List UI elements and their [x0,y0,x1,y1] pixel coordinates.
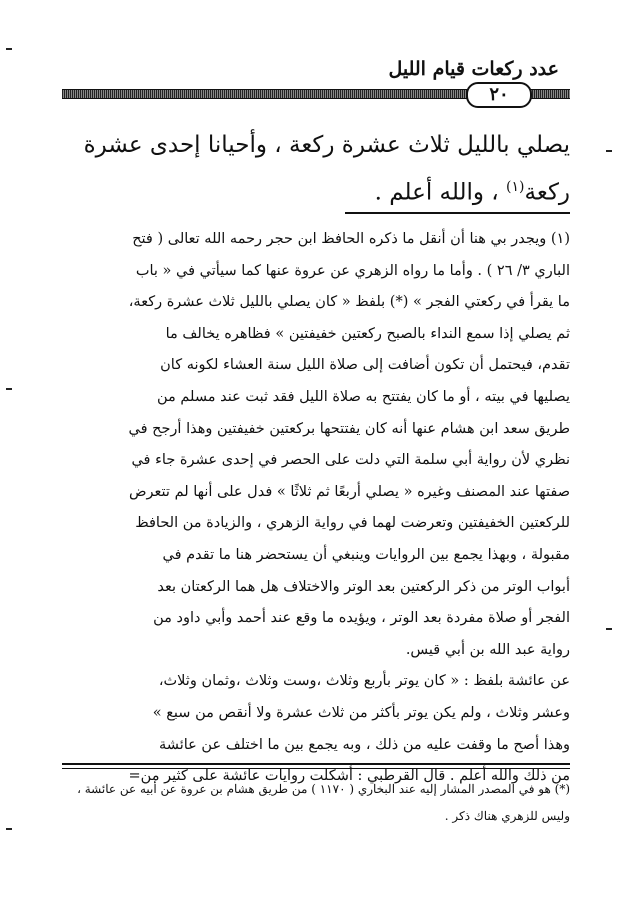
footnote-line: صفتها عند المصنف وغيره « يصلي أربعًا ثم ثلاثًا » فدل على أنها لم تتعرض [129,483,570,500]
main-text-segment: ، والله أعلم . [374,179,499,206]
header-ornament-bar [62,82,570,106]
footnote-line: يصليها في بيته ، أو ما كان يفتتح به صلاة الليل فقد ثبت عند مسلم من [156,388,570,405]
scan-mark [6,828,12,830]
footnote-line: وعشر وثلاث ، ولم يكن يوتر بأكثر من ثلاث عشرة ولا أنقص من سبع » [152,704,570,721]
bottom-rule-thin [62,768,570,769]
footnote-line: نظري لأن رواية أبي سلمة التي دلت على الحصر في إحدى عشرة جاء في [131,452,570,469]
footnote-line: وهذا أصح ما وقفت عليه من ذلك ، وبه يجمع بين ما اختلف عن عائشة [158,736,570,753]
scan-mark [6,388,12,390]
footnote-line: رواية عبد الله بن أبي قيس. [405,641,570,658]
page-number: ٢٠ [466,82,532,108]
main-text-segment: ركعة [524,179,570,206]
editor-note-line: وليس للزهري هناك ذكر . [444,809,570,823]
footnote-line: الفجر أو صلاة مفردة بعد الوتر ، ويؤيده ما وقع عند أحمد وأبي داود من [153,610,570,627]
scan-mark [606,150,612,152]
footnote-line: (١) ويجدر بي هنا أن أنقل ما ذكره الحافظ ابن حجر رحمه الله تعالى ( فتح [132,231,570,247]
editor-note [62,776,570,830]
footnote-line: ما يقرأ في ركعتي الفجر » (*) بلفظ « كان يصلي بالليل ثلاث عشرة ركعة، [128,294,570,311]
footnote-line: أبواب الوتر من ذكر الركعتين بعد الوتر والاختلاف هل هما الركعتان بعد [157,578,570,595]
scan-mark [606,628,612,630]
footnote-line: طريق سعد ابن هشام عنها أنه كان يفتتحها بركعتين خفيفتين وهذا أرجح في [128,420,570,437]
footnote-line: من ذلك والله أعلم . قال القرطبي : أشكلت روايات عائشة على كثير من= [128,768,570,785]
main-text-line: يصلي بالليل ثلاث عشرة ركعة ، وأحيانا إحدى عشرة [83,132,570,158]
footnote-reference: (١) [506,179,525,195]
footnote-body [62,224,570,793]
footnote-line: مقبولة ، وبهذا يجمع بين الروايات وينبغي أن يستحضر هنا ما تقدم في [162,546,570,563]
footnote-line: ثم يصلي إذا سمع النداء بالصبح ركعتين خفيفتين » فظاهره يخالف ما [165,325,570,342]
editor-note-line: (*) هو في المصدر المشار إليه عند البخاري ( ١١٧٠ ) من طريق هشام بن عروة عن أبيه عن عائشة ، [77,782,570,796]
running-header-title: عدد ركعات قيام الليل [388,58,559,80]
footnote-line: تقدم، فيحتمل أن تكون أضافت إلى صلاة الليل سنة العشاء لكونه كان [160,357,570,374]
footnote-line: عن عائشة بلفظ : « كان يوتر بأربع وثلاث ،وست وثلاث ،وثمان وثلاث، [158,673,570,690]
main-text-line [62,166,570,214]
footnote-line: الباري ٣/ ٢٦ ) . وأما ما رواه الزهري عن عروة عنها كما سيأتي في « باب [135,262,570,279]
footnote-separator [345,212,570,214]
footnote-line: للركعتين الخفيفتين وتعرضت لهما في رواية الزهري ، والزيادة من الحافظ [135,515,570,532]
scan-mark [6,48,12,50]
main-text [62,124,570,214]
bottom-rule-thick [62,763,570,765]
